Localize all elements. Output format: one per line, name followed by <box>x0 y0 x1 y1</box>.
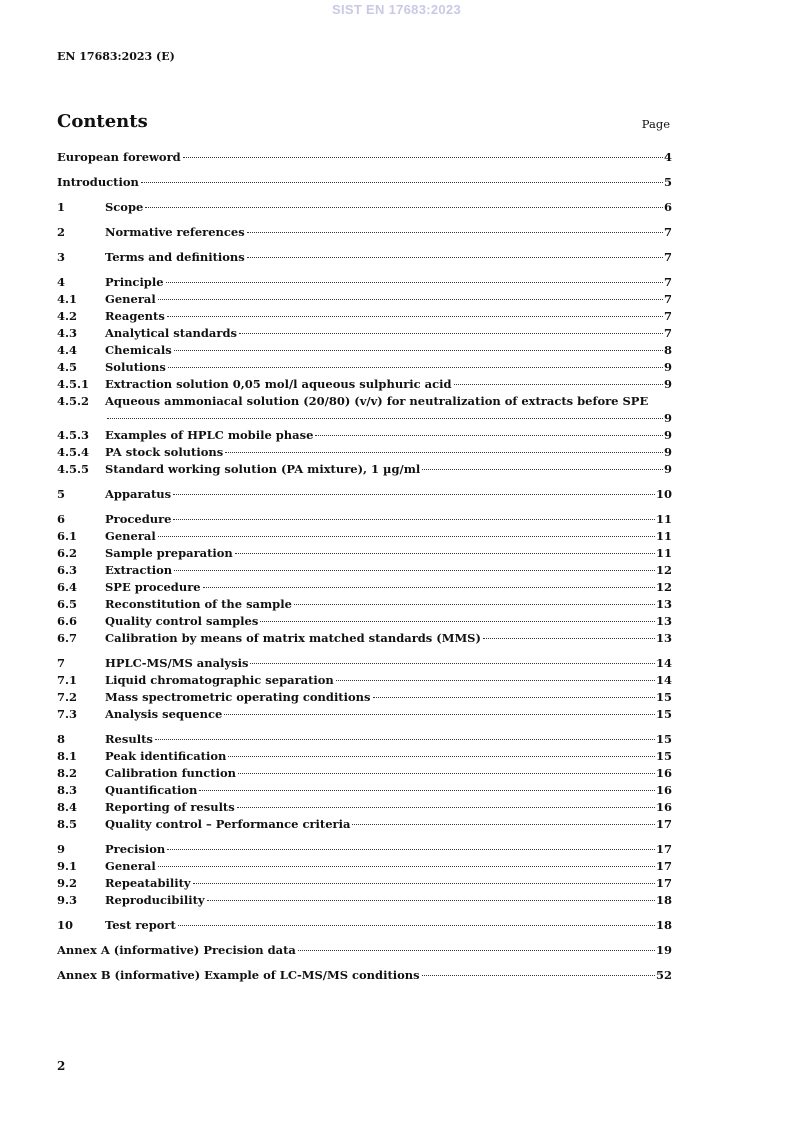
dot-leader <box>193 883 655 884</box>
toc-entry-number: 4.2 <box>57 309 78 323</box>
dot-leader <box>260 621 655 622</box>
toc-entry[interactable] <box>57 545 672 562</box>
toc-entry-page: 12 <box>655 563 672 577</box>
toc-entry-page: 19 <box>655 943 672 957</box>
toc-entry-page: 5 <box>663 175 672 189</box>
toc-entry-page: 8 <box>663 343 672 357</box>
toc-entry[interactable] <box>57 149 672 166</box>
toc-entry-page: 15 <box>655 707 672 721</box>
toc-entry[interactable] <box>57 461 672 478</box>
toc-entry-title: Reporting of results <box>105 800 235 814</box>
toc-entry-title: Peak identification <box>105 749 227 763</box>
toc-entry-page: 11 <box>655 529 672 543</box>
toc-entry[interactable] <box>57 359 672 376</box>
page-number: 2 <box>57 1059 66 1073</box>
toc-entry-title: Annex A (informative) Precision data <box>57 943 296 957</box>
toc-entry-title: Quality control – Performance criteria <box>105 817 351 831</box>
toc-entry-page: 18 <box>655 918 672 932</box>
toc-entry[interactable] <box>57 376 672 393</box>
toc-entry-title: Repeatability <box>105 876 191 890</box>
toc-entry-page: 15 <box>655 732 672 746</box>
dot-leader <box>422 469 663 470</box>
toc-entry-number: 8.5 <box>57 817 78 831</box>
toc-entry-number: 2 <box>57 225 66 239</box>
toc-entry-number: 4.5.1 <box>57 377 90 391</box>
toc-entry[interactable] <box>57 613 672 630</box>
toc-entry-title: Extraction <box>105 563 173 577</box>
toc-entry-number: 6.2 <box>57 546 78 560</box>
toc-entry-title: Precision <box>105 842 166 856</box>
toc-entry-number: 6.5 <box>57 597 78 611</box>
toc-entry[interactable] <box>57 511 672 528</box>
toc-entry-number: 8.4 <box>57 800 78 814</box>
toc-entry-page: 16 <box>655 783 672 797</box>
toc-entry-page: 7 <box>663 326 672 340</box>
dot-leader <box>239 333 663 334</box>
toc-entry[interactable] <box>57 967 672 984</box>
toc-entry[interactable] <box>57 325 672 342</box>
dot-leader <box>352 824 655 825</box>
toc-entry-number: 8 <box>57 732 66 746</box>
dot-leader <box>173 519 655 520</box>
toc-entry-number: 8.3 <box>57 783 78 797</box>
toc-entry-title: Normative references <box>105 225 245 239</box>
toc-entry-title: Quantification <box>105 783 198 797</box>
toc-entry[interactable] <box>57 562 672 579</box>
dot-leader <box>336 680 655 681</box>
toc-entry[interactable] <box>57 748 672 765</box>
dot-leader <box>155 739 655 740</box>
dot-leader <box>422 975 655 976</box>
toc-entry[interactable] <box>57 249 672 266</box>
toc-entry-number: 4.3 <box>57 326 78 340</box>
toc-entry-title: Procedure <box>105 512 172 526</box>
toc-entry-number: 6.1 <box>57 529 78 543</box>
toc-entry[interactable] <box>57 917 672 934</box>
toc-entry[interactable] <box>57 858 672 875</box>
dot-leader <box>454 384 663 385</box>
toc-entry[interactable] <box>57 841 672 858</box>
dot-leader <box>224 714 655 715</box>
dot-leader <box>168 367 663 368</box>
toc-entry-title: Reproducibility <box>105 893 205 907</box>
toc-entry-page: 7 <box>663 250 672 264</box>
toc-entry-page: 7 <box>663 292 672 306</box>
toc-entry[interactable] <box>57 731 672 748</box>
toc-entry[interactable] <box>57 799 672 816</box>
toc-entry-title: Liquid chromatographic separation <box>105 673 334 687</box>
dot-leader <box>107 418 663 419</box>
toc-entry-title: HPLC-MS/MS analysis <box>105 656 249 670</box>
dot-leader <box>199 790 655 791</box>
toc-entry[interactable] <box>57 816 672 833</box>
dot-leader <box>207 900 655 901</box>
toc-entry-page: 17 <box>655 859 672 873</box>
toc-entry-number: 9 <box>57 842 66 856</box>
dot-leader <box>294 604 655 605</box>
dot-leader <box>167 849 655 850</box>
toc-entry-title: Analytical standards <box>105 326 237 340</box>
toc-entry[interactable] <box>57 655 672 672</box>
toc-entry-title: Reagents <box>105 309 165 323</box>
toc-entry-page: 16 <box>655 800 672 814</box>
toc-entry[interactable] <box>57 199 672 216</box>
toc-entry[interactable] <box>57 596 672 613</box>
toc-entry-page: 16 <box>655 766 672 780</box>
toc-entry-title: Sample preparation <box>105 546 233 560</box>
toc-entry-page: 6 <box>663 200 672 214</box>
dot-leader <box>178 925 655 926</box>
toc-entry[interactable] <box>57 308 672 325</box>
toc-entry-title: General <box>105 529 156 543</box>
toc-entry-number: 6.6 <box>57 614 78 628</box>
toc-entry-number: 8.2 <box>57 766 78 780</box>
watermark: SIST EN 17683:2023 <box>332 2 461 17</box>
toc-entry-number: 7.2 <box>57 690 78 704</box>
toc-entry-title: Chemicals <box>105 343 172 357</box>
toc-entry-title: Principle <box>105 275 164 289</box>
dot-leader <box>158 536 655 537</box>
toc-entry[interactable] <box>57 342 672 359</box>
toc-entry-title: SPE procedure <box>105 580 201 594</box>
toc-entry-title: Examples of HPLC mobile phase <box>105 428 314 442</box>
toc-entry-page: 13 <box>655 597 672 611</box>
toc-entry-page: 17 <box>655 876 672 890</box>
toc-entry-number: 4.1 <box>57 292 78 306</box>
toc-entry-page: 11 <box>655 512 672 526</box>
toc-entry[interactable] <box>57 672 672 689</box>
toc-entry-title: Solutions <box>105 360 166 374</box>
toc-entry[interactable] <box>57 528 672 545</box>
toc-entry-number: 4.5.4 <box>57 445 90 459</box>
toc-entry-title: Calibration by means of matrix matched standards (MMS) <box>105 631 481 645</box>
toc-entry[interactable] <box>57 174 672 191</box>
toc-entry-page: 15 <box>655 749 672 763</box>
dot-leader <box>173 494 655 495</box>
dot-leader <box>373 697 655 698</box>
toc-entry-number: 6 <box>57 512 66 526</box>
dot-leader <box>483 638 655 639</box>
toc-entry-page: 9 <box>663 428 672 442</box>
toc-entry-number: 9.3 <box>57 893 78 907</box>
dot-leader <box>247 257 663 258</box>
toc-entry[interactable] <box>57 427 672 444</box>
toc-entry-page: 10 <box>655 487 672 501</box>
toc-entry-number: 6.3 <box>57 563 78 577</box>
toc-entry-page: 9 <box>663 445 672 459</box>
dot-leader <box>238 773 655 774</box>
toc-entry-number: 7.3 <box>57 707 78 721</box>
toc-entry[interactable] <box>57 782 672 799</box>
contents-heading: Contents <box>57 111 148 132</box>
toc-entry-page: 13 <box>655 614 672 628</box>
toc-entry-number: 4 <box>57 275 66 289</box>
toc-entry-number: 7.1 <box>57 673 78 687</box>
toc-entry-title: Reconstitution of the sample <box>105 597 292 611</box>
toc-entry[interactable] <box>57 892 672 909</box>
toc-entry-page: 11 <box>655 546 672 560</box>
dot-leader <box>203 587 655 588</box>
toc-entry[interactable] <box>57 875 672 892</box>
toc-entry-page: 17 <box>655 817 672 831</box>
dot-leader <box>247 232 663 233</box>
toc-entry-continuation[interactable] <box>57 410 672 427</box>
toc-entry-title: General <box>105 292 156 306</box>
toc-entry-number: 3 <box>57 250 66 264</box>
toc-entry[interactable] <box>57 706 672 723</box>
toc-entry[interactable] <box>57 444 672 461</box>
dot-leader <box>315 435 663 436</box>
dot-leader <box>225 452 663 453</box>
toc-entry-page: 4 <box>663 150 672 164</box>
toc-entry-title: Standard working solution (PA mixture), 1 µg/ml <box>105 462 421 476</box>
toc-entry-page: 14 <box>655 673 672 687</box>
toc-entry-title: Calibration function <box>105 766 236 780</box>
toc-entry-page: 9 <box>663 377 672 391</box>
toc-entry-title: Terms and definitions <box>105 250 245 264</box>
toc-entry-title: Apparatus <box>105 487 172 501</box>
toc-entry[interactable] <box>57 291 672 308</box>
toc-entry-page: 12 <box>655 580 672 594</box>
dot-leader <box>237 807 655 808</box>
toc-entry-number: 6.7 <box>57 631 78 645</box>
toc-entry[interactable] <box>57 486 672 503</box>
toc-entry-page: 9 <box>663 360 672 374</box>
toc-entry[interactable] <box>57 274 672 291</box>
toc-entry-page: 17 <box>655 842 672 856</box>
toc-entry[interactable] <box>57 393 672 410</box>
dot-leader <box>228 756 655 757</box>
toc-entry-page: 7 <box>663 225 672 239</box>
toc-entry-number: 4.5.3 <box>57 428 90 442</box>
dot-leader <box>166 282 663 283</box>
toc-entry-number: 10 <box>57 918 74 932</box>
toc-entry-page: 15 <box>655 690 672 704</box>
toc-entry-page: 52 <box>655 968 672 982</box>
dot-leader <box>158 299 663 300</box>
toc-entry-title: Annex B (informative) Example of LC-MS/MS conditions <box>57 968 420 982</box>
toc-entry-page: 9 <box>663 411 672 425</box>
toc-entry[interactable] <box>57 224 672 241</box>
dot-leader <box>235 553 655 554</box>
toc-entry-title: Scope <box>105 200 144 214</box>
dot-leader <box>158 866 655 867</box>
dot-leader <box>141 182 663 183</box>
toc-entry-title: Analysis sequence <box>105 707 223 721</box>
toc-entry-page: 14 <box>655 656 672 670</box>
toc-entry-number: 6.4 <box>57 580 78 594</box>
table-of-contents <box>57 149 672 984</box>
toc-entry-title: General <box>105 859 156 873</box>
toc-entry-title: Mass spectrometric operating conditions <box>105 690 371 704</box>
toc-entry-title: Introduction <box>57 175 139 189</box>
toc-entry-title: Test report <box>105 918 176 932</box>
toc-entry-number: 9.2 <box>57 876 78 890</box>
dot-leader <box>298 950 655 951</box>
toc-entry-page: 18 <box>655 893 672 907</box>
toc-entry[interactable] <box>57 942 672 959</box>
toc-entry-number: 4.4 <box>57 343 78 357</box>
toc-entry-number: 5 <box>57 487 66 501</box>
dot-leader <box>250 663 655 664</box>
toc-entry[interactable] <box>57 765 672 782</box>
toc-entry[interactable] <box>57 689 672 706</box>
dot-leader <box>145 207 663 208</box>
toc-entry-title: European foreword <box>57 150 181 164</box>
dot-leader <box>174 570 655 571</box>
toc-entry-number: 7 <box>57 656 66 670</box>
toc-entry-number: 4.5.5 <box>57 462 90 476</box>
document-id: EN 17683:2023 (E) <box>57 50 175 63</box>
toc-entry-title: PA stock solutions <box>105 445 224 459</box>
toc-entry-title: Results <box>105 732 153 746</box>
toc-entry-page: 13 <box>655 631 672 645</box>
toc-entry-title: Aqueous ammoniacal solution (20/80) (v/v) for neutralization of extracts before SPE <box>105 394 649 408</box>
toc-entry-number: 4.5 <box>57 360 78 374</box>
toc-entry-page: 9 <box>663 462 672 476</box>
dot-leader <box>183 157 663 158</box>
dot-leader <box>167 316 663 317</box>
toc-entry-page: 7 <box>663 275 672 289</box>
toc-entry-title: Quality control samples <box>105 614 259 628</box>
toc-entry-number: 1 <box>57 200 66 214</box>
toc-entry-page: 7 <box>663 309 672 323</box>
dot-leader <box>174 350 663 351</box>
page-column-label: Page <box>641 117 670 131</box>
toc-entry-number: 9.1 <box>57 859 78 873</box>
toc-entry[interactable] <box>57 579 672 596</box>
toc-entry[interactable] <box>57 630 672 647</box>
toc-entry-number: 8.1 <box>57 749 78 763</box>
toc-entry-number: 4.5.2 <box>57 394 90 408</box>
toc-entry-title: Extraction solution 0,05 mol/l aqueous sulphuric acid <box>105 377 452 391</box>
